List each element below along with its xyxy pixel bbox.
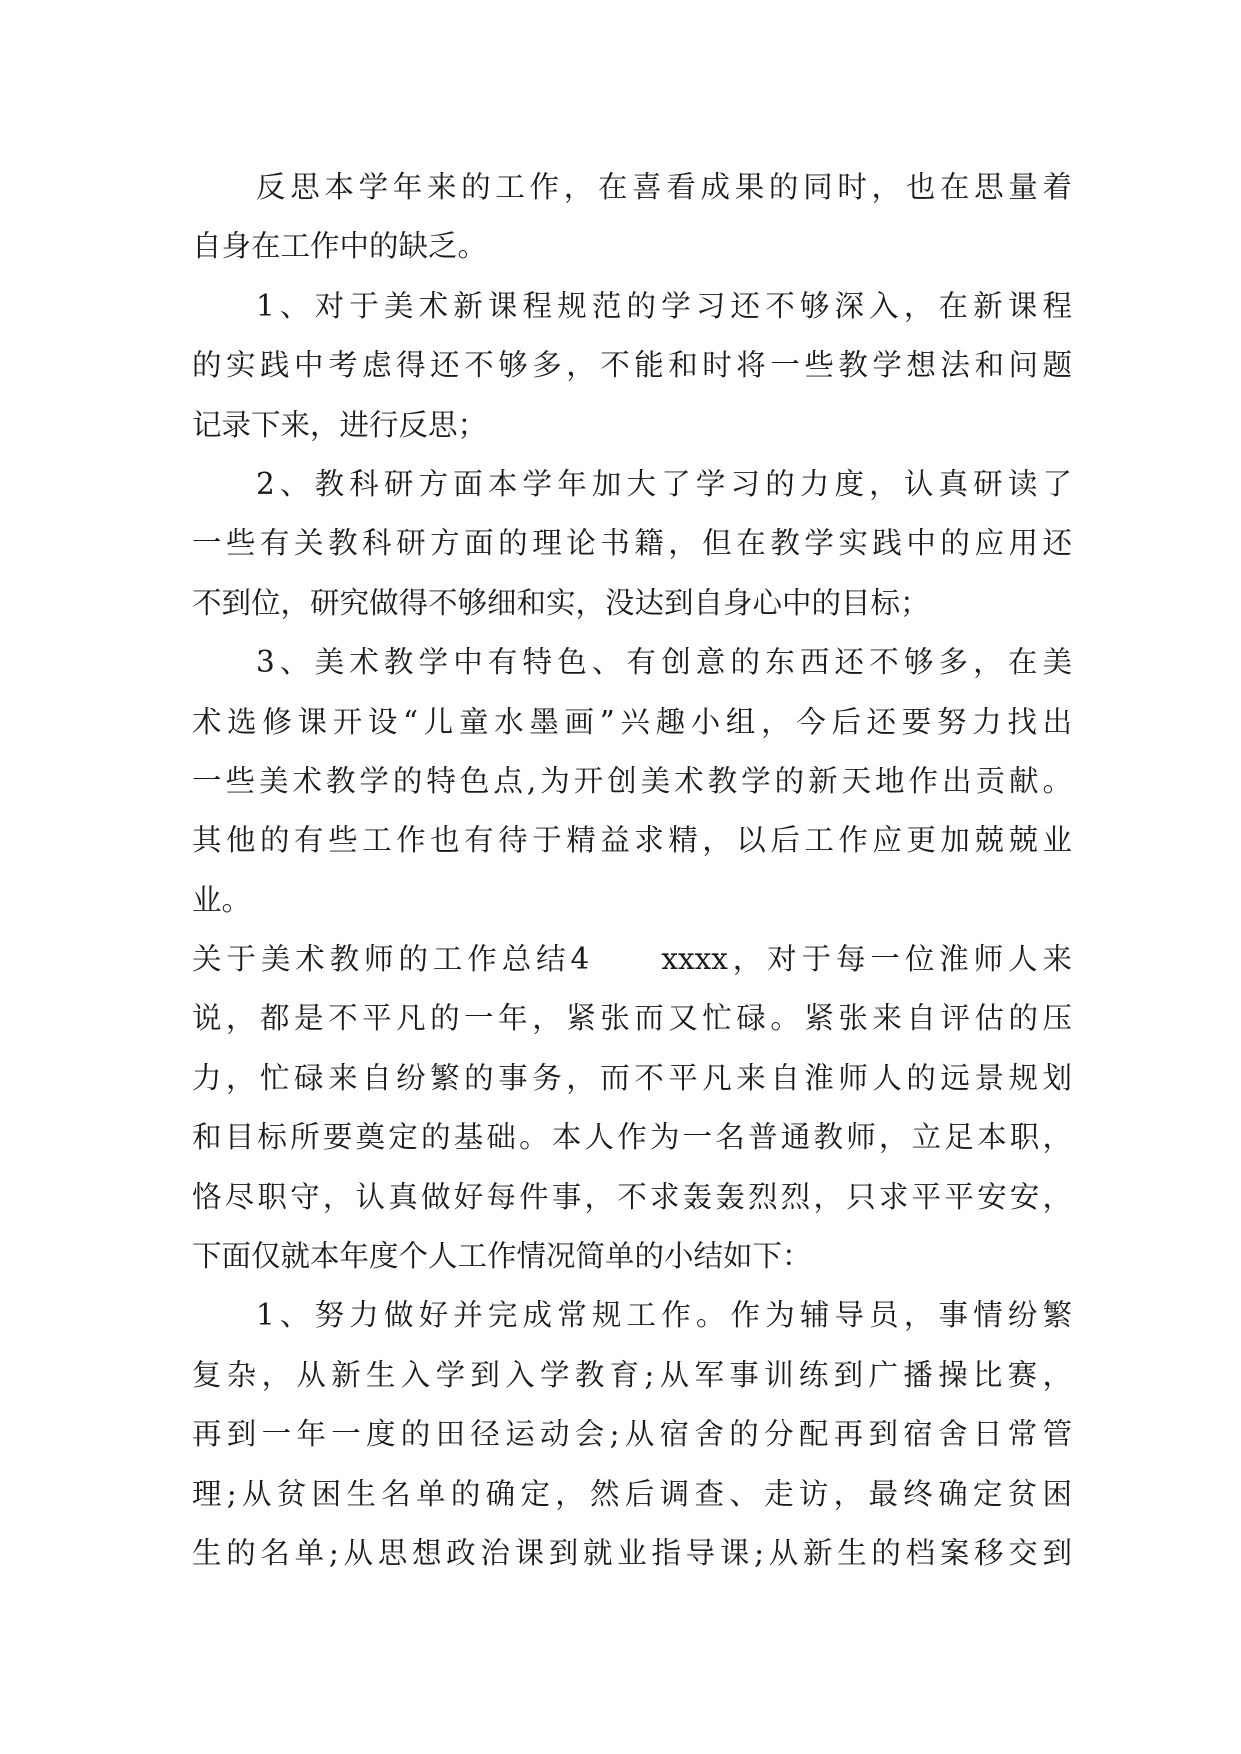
text-line: 记录下来，进行反思；: [192, 407, 488, 442]
text-line: 1、努力做好并完成常规工作。作为辅导员，事情纷繁: [256, 1298, 1072, 1333]
text-line: 3、美术教学中有特色、有创意的东西还不够多，在美: [256, 645, 1072, 680]
text-line: 下面仅就本年度个人工作情况简单的小结如下：: [192, 1239, 812, 1274]
document-body: [192, 158, 1072, 1583]
text-line: 1、对于美术新课程规范的学习还不够深入，在新课程: [256, 288, 1072, 323]
section-heading: 关于美术教师的工作总结4: [192, 942, 590, 977]
text-line: 再到一年一度的田径运动会;从宿舍的分配再到宿舍日常管: [192, 1417, 1072, 1452]
text-line: 反思本学年来的工作，在喜看成果的同时，也在思量着: [256, 170, 1072, 204]
text-line: 一些美术教学的特色点,为开创美术教学的新天地作出贡献。: [192, 763, 1072, 798]
text-line: 生的名单;从思想政治课到就业指导课;从新生的档案移交到: [192, 1535, 1072, 1570]
text-line: 术选修课开设“儿童水墨画”兴趣小组，今后还要努力找出: [192, 704, 1072, 739]
text-line: 和目标所要奠定的基础。本人作为一名普通教师，立足本职，: [192, 1120, 1072, 1155]
paragraphs-before-heading: [192, 158, 1072, 930]
text-line: 其他的有些工作也有待于精益求精，以后工作应更加兢兢业: [192, 823, 1072, 858]
text-line: 复杂，从新生入学到入学教育;从军事训练到广播操比赛，: [192, 1357, 1072, 1392]
text-line: 的实践中考虑得还不够多，不能和时将一些教学想法和问题: [192, 348, 1072, 383]
text-line: 力，忙碌来自纷繁的事务，而不平凡来自淮师人的远景规划: [192, 1060, 1072, 1095]
heading-continuation: xxxx，对于每一位淮师人来: [661, 942, 1072, 977]
text-line: 自身在工作中的缺乏。: [192, 229, 488, 264]
paragraphs-after-heading: [192, 989, 1072, 1583]
text-line: 不到位，研究做得不够细和实，没达到自身心中的目标；: [192, 585, 930, 620]
text-line: 2、教科研方面本学年加大了学习的力度，认真研读了: [256, 466, 1072, 501]
text-line: 一些有关教科研方面的理论书籍，但在教学实践中的应用还: [192, 526, 1072, 561]
text-line: 恪尽职守，认真做好每件事，不求轰轰烈烈，只求平平安安，: [192, 1179, 1072, 1214]
text-line: 说，都是不平凡的一年，紧张而又忙碌。紧张来自评估的压: [192, 1001, 1072, 1036]
text-line: 理;从贫困生名单的确定，然后调查、走访，最终确定贫困: [192, 1476, 1072, 1511]
text-line: 业。: [192, 882, 252, 917]
section-heading-line: [192, 930, 1072, 989]
